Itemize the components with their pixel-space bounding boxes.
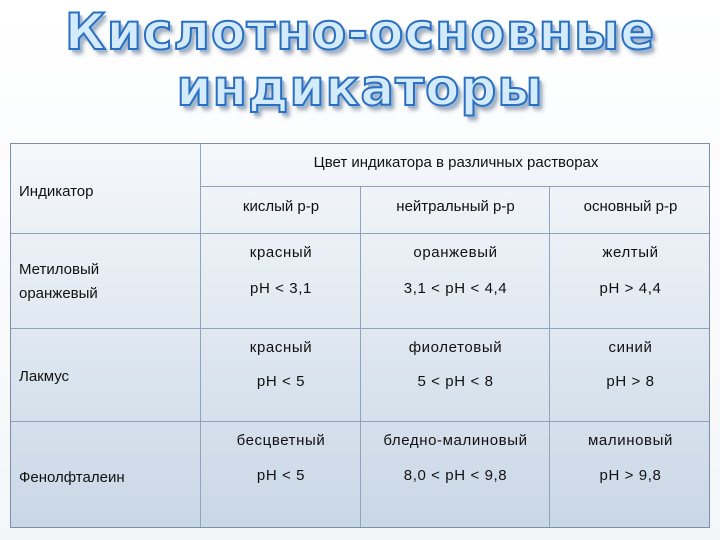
ph-acidic: pH < 5: [256, 467, 306, 484]
indicator-table: [10, 143, 710, 528]
column-header-acidic: кислый р-р: [242, 198, 320, 215]
ph-basic: pH > 9,8: [599, 467, 662, 484]
indicator-name-litmus: Лакмус: [19, 368, 70, 385]
indicator-name-line: Метиловый: [19, 261, 100, 278]
color-acidic: бесцветный: [236, 432, 326, 449]
title-line-1: Кислотно-основные: [64, 3, 656, 61]
ph-acidic: pH < 5: [256, 373, 306, 390]
ph-neutral: 5 < pH < 8: [417, 373, 494, 390]
color-acidic: красный: [249, 339, 313, 356]
table-divider: [11, 328, 709, 329]
column-header-basic: основный р-р: [583, 198, 678, 215]
page-title: [0, 4, 720, 116]
ph-neutral: 8,0 < pH < 9,8: [403, 467, 508, 484]
ph-basic: pH > 8: [606, 373, 655, 390]
color-basic: желтый: [602, 244, 659, 261]
ph-acidic: pH < 3,1: [250, 280, 312, 297]
title-line-2: индикаторы: [176, 59, 544, 117]
table-main-header: Цвет индикатора в различных растворах: [313, 154, 599, 171]
column-header-neutral: нейтральный р-р: [396, 198, 515, 215]
indicator-column-header: Индикатор: [19, 183, 94, 200]
table-divider: [200, 186, 709, 187]
color-acidic: красный: [249, 244, 313, 261]
ph-basic: pH > 4,4: [599, 280, 662, 297]
color-neutral: бледно-малиновый: [383, 432, 528, 449]
color-neutral: фиолетовый: [408, 339, 503, 356]
color-basic: малиновый: [588, 432, 673, 449]
table-divider: [11, 233, 709, 234]
indicator-name-phenolphthalein: Фенолфталеин: [19, 469, 125, 486]
ph-neutral: 3,1 < pH < 4,4: [403, 280, 508, 297]
indicator-name-methyl-orange: [19, 258, 99, 306]
color-basic: синий: [608, 339, 653, 356]
color-neutral: оранжевый: [413, 244, 498, 261]
indicator-name-line: оранжевый: [19, 285, 98, 302]
table-divider: [11, 421, 709, 422]
